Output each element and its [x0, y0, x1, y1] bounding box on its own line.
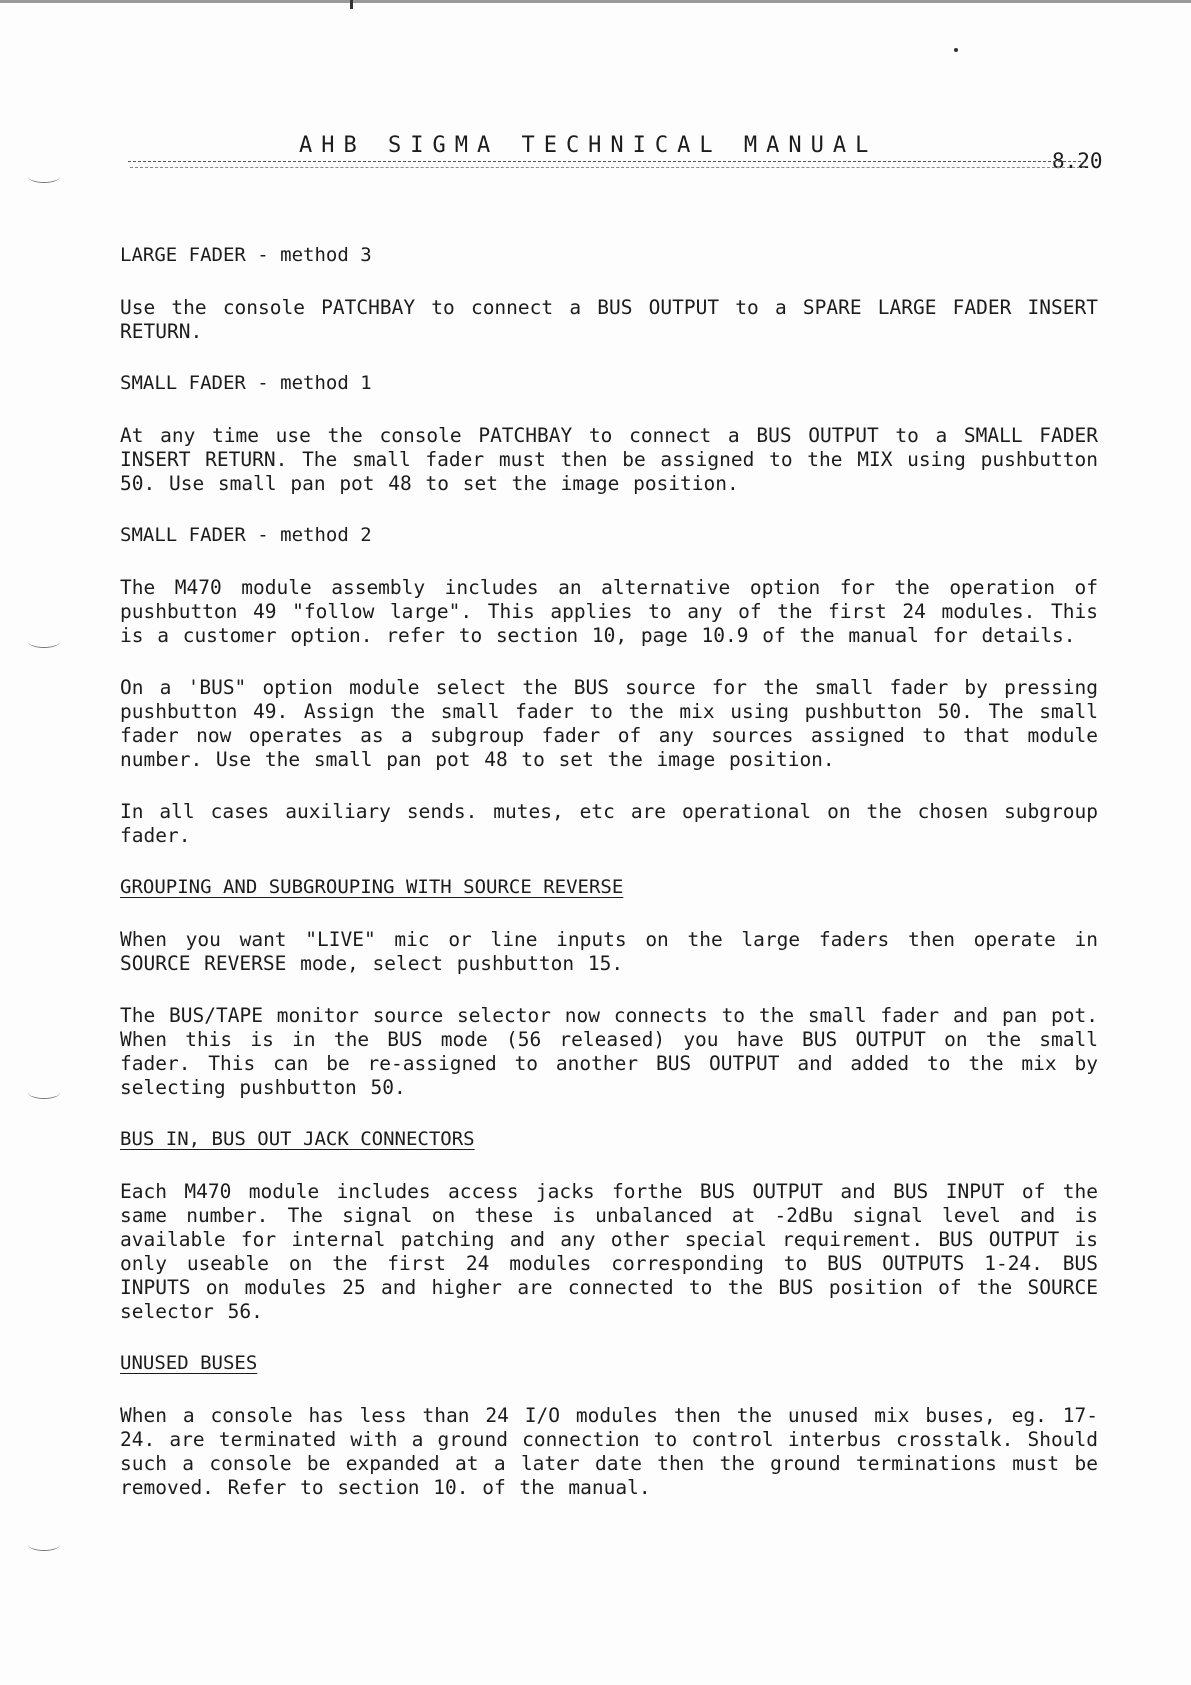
punch-hole-mark	[28, 1538, 60, 1551]
paragraph: In all cases auxiliary sends. mutes, etc are operational on the chosen subgroup fader.	[120, 800, 1098, 847]
paragraph: At any time use the console PATCHBAY to connect a BUS OUTPUT to a SMALL FADER INSERT RETURN. The small fader must then be assigned to the MIX using pushbutton 50. Use small pan pot 48 to set the image position.	[120, 424, 1098, 495]
paragraph: When a console has less than 24 I/O modules then the unused mix buses, eg. 17-24. are terminated with a ground connection to control interbus crosstalk. Should such a console be expanded at a later date then the ground terminations must be removed. Refer to section 10. of the manual.	[120, 1404, 1098, 1499]
scan-mark	[350, 0, 353, 9]
section-heading: LARGE FADER - method 3	[120, 244, 372, 266]
punch-hole-mark	[28, 170, 60, 183]
paragraph: The BUS/TAPE monitor source selector now connects to the small fader and pan pot. When this is in the BUS mode (56 released) you have BUS OUTPUT on the small fader. This can be re-assigned to another BUS OUTPUT and added to the mix by selecting pushbutton 50.	[120, 1004, 1098, 1099]
section-heading: GROUPING AND SUBGROUPING WITH SOURCE REVERSE	[120, 876, 624, 898]
paragraph: When you want "LIVE" mic or line inputs on the large faders then operate in SOURCE REVERSE mode, select pushbutton 15.	[120, 928, 1098, 975]
punch-hole-mark	[28, 1086, 60, 1099]
paragraph: Each M470 module includes access jacks forthe BUS OUTPUT and BUS INPUT of the same number. The signal on these is unbalanced at -2dBu signal level and is available for internal patching and any other special requirement. BUS OUTPUT is only useable on the first 24 modules corresponding to BUS OUTPUTS 1-24. BUS INPUTS on modules 25 and higher are connected to the BUS position of the SOURCE selector 56.	[120, 1180, 1098, 1323]
header-divider	[130, 167, 1085, 168]
page-number: 8.20	[1052, 149, 1103, 173]
section-heading: SMALL FADER - method 1	[120, 372, 372, 394]
header-divider	[128, 161, 1086, 162]
paragraph: The M470 module assembly includes an alternative option for the operation of pushbutton 49 "follow large". This applies to any of the first 24 modules. This is a customer option. refer to section 10, page 10.9 of the manual for details.	[120, 576, 1098, 647]
section-heading: UNUSED BUSES	[120, 1352, 258, 1374]
manual-title: AHB SIGMA TECHNICAL MANUAL	[299, 133, 878, 158]
section-heading: BUS IN, BUS OUT JACK CONNECTORS	[120, 1128, 475, 1150]
scan-dot	[954, 48, 958, 52]
punch-hole-mark	[28, 635, 60, 648]
paragraph: Use the console PATCHBAY to connect a BUS OUTPUT to a SPARE LARGE FADER INSERT RETURN.	[120, 296, 1098, 343]
section-heading: SMALL FADER - method 2	[120, 524, 372, 546]
document-body	[120, 244, 1098, 1528]
paragraph: On a 'BUS" option module select the BUS source for the small fader by pressing pushbutton 49. Assign the small fader to the mix using pushbutton 50. The small fader now operates as a subgroup fader of any sources assigned to that module number. Use the small pan pot 48 to set the image position.	[120, 676, 1098, 771]
scan-top-edge	[0, 0, 1191, 3]
